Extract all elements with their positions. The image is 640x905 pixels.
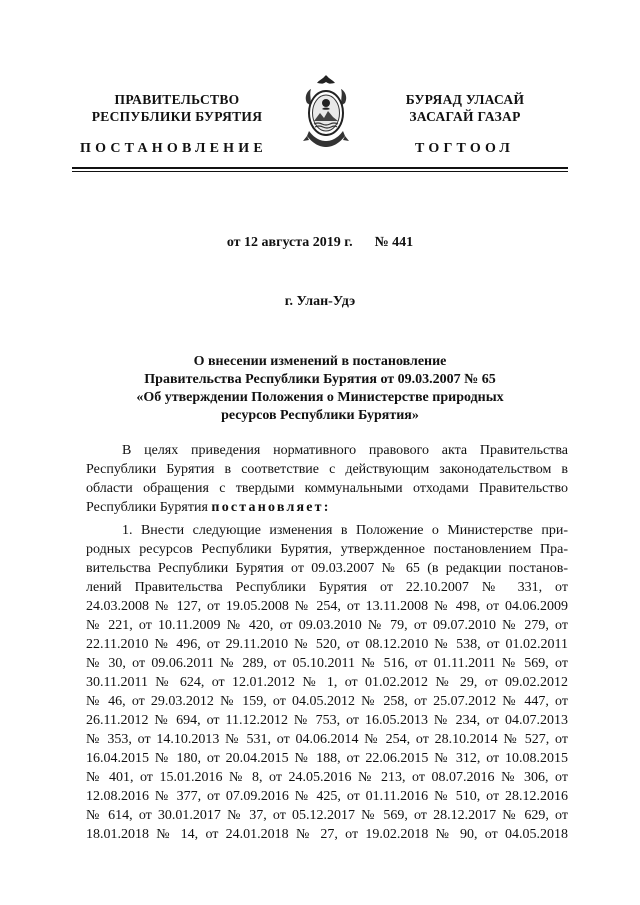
org-name-buryat-line1: БУРЯАД УЛАСАЙ <box>405 92 525 107</box>
document-header <box>0 0 640 175</box>
preamble-line: Республики Бурятия в соответствие с действующим законодательством в <box>86 462 568 477</box>
clause-line: 30.11.2011 № 624, от 12.01.2012 № 1, от 01.02.2012 № 29, от 09.02.2012 <box>86 675 568 690</box>
header-rule-thick <box>72 167 568 169</box>
clause-line: № 221, от 10.11.2009 № 420, от 09.03.2010 № 79, от 09.07.2010 № 279, от <box>86 618 568 633</box>
preamble-paragraph <box>86 441 568 517</box>
org-name-buryat <box>360 91 570 125</box>
clause-line: 18.01.2018 № 14, от 24.01.2018 № 27, от 19.02.2018 № 90, от 04.05.2018 <box>86 827 568 842</box>
coat-of-arms-icon <box>301 73 351 151</box>
decree-title-line: Правительства Республики Бурятия от 09.03.2007 № 65 <box>144 372 496 387</box>
clause-line: вительства Республики Бурятия от 09.03.2007 № 65 (в редакции постанов- <box>86 561 568 576</box>
decree-title-line: «Об утверждении Положения о Министерстве природных <box>136 390 504 405</box>
preamble-text: Республики Бурятия <box>86 500 212 515</box>
clause-line: 1. Внести следующие изменения в Положение о Министерстве при- <box>122 523 568 538</box>
clause-line: 16.04.2015 № 180, от 20.04.2015 № 188, от 22.06.2015 № 312, от 10.08.2015 <box>86 751 568 766</box>
clause-line: 26.11.2012 № 694, от 11.12.2012 № 753, от 16.05.2013 № 234, от 04.07.2013 <box>86 713 568 728</box>
clause-line: № 30, от 09.06.2011 № 289, от 05.10.2011 № 516, от 01.11.2011 № 569, от <box>86 656 568 671</box>
clause-line: 12.08.2016 № 377, от 07.09.2016 № 425, от 01.11.2016 № 510, от 28.12.2016 <box>86 789 568 804</box>
clause-line: № 353, от 14.10.2013 № 531, от 04.06.2014 № 254, от 28.10.2014 № 527, от <box>86 732 568 747</box>
header-rule-thin <box>72 171 568 172</box>
clause-line: 24.03.2008 № 127, от 19.05.2008 № 254, от 13.11.2008 № 498, от 04.06.2009 <box>86 599 568 614</box>
resolves-keyword: постановляет: <box>211 500 331 515</box>
doc-type-buryat: ТОГТООЛ <box>415 141 515 156</box>
decree-date-number <box>0 235 640 251</box>
clause-line: 22.11.2010 № 496, от 29.11.2010 № 520, от 08.12.2010 № 538, от 01.02.2011 <box>86 637 568 652</box>
decree-date: от 12 августа 2019 г. <box>226 235 353 250</box>
preamble-line: области обращения с твердыми коммунальными отходами Правительство <box>86 481 568 496</box>
org-name-russian-line1: ПРАВИТЕЛЬСТВО <box>114 92 240 107</box>
preamble-line-last <box>86 498 568 517</box>
clause-1-paragraph <box>86 521 568 844</box>
clause-line: № 46, от 29.03.2012 № 159, от 04.05.2012 № 258, от 25.07.2012 № 447, от <box>86 694 568 709</box>
org-name-buryat-line2: ЗАСАГАЙ ГАЗАР <box>409 109 521 124</box>
decree-title-line: ресурсов Республики Бурятия» <box>221 408 419 423</box>
clause-line: № 614, от 30.01.2017 № 37, от 05.12.2017 № 569, от 28.12.2017 № 629, от <box>86 808 568 823</box>
preamble-line: В целях приведения нормативного правового акта Правительства <box>122 443 568 458</box>
clause-line: № 401, от 15.01.2016 № 8, от 24.05.2016 № 213, от 08.07.2016 № 306, от <box>86 770 568 785</box>
decree-city: г. Улан-Удэ <box>284 294 356 309</box>
clause-line: лений Правительства Республики Бурятия от 22.10.2007 № 331, от <box>86 580 568 595</box>
decree-number: № 441 <box>374 235 414 250</box>
org-name-russian <box>72 91 282 125</box>
decree-title-line: О внесении изменений в постановление <box>193 354 447 369</box>
clause-line: родных ресурсов Республики Бурятия, утвержденное постановлением Пра- <box>86 542 568 557</box>
doc-type-russian: ПОСТАНОВЛЕНИЕ <box>80 141 267 156</box>
decree-title <box>120 353 520 425</box>
org-name-russian-line2: РЕСПУБЛИКИ БУРЯТИЯ <box>91 109 263 124</box>
